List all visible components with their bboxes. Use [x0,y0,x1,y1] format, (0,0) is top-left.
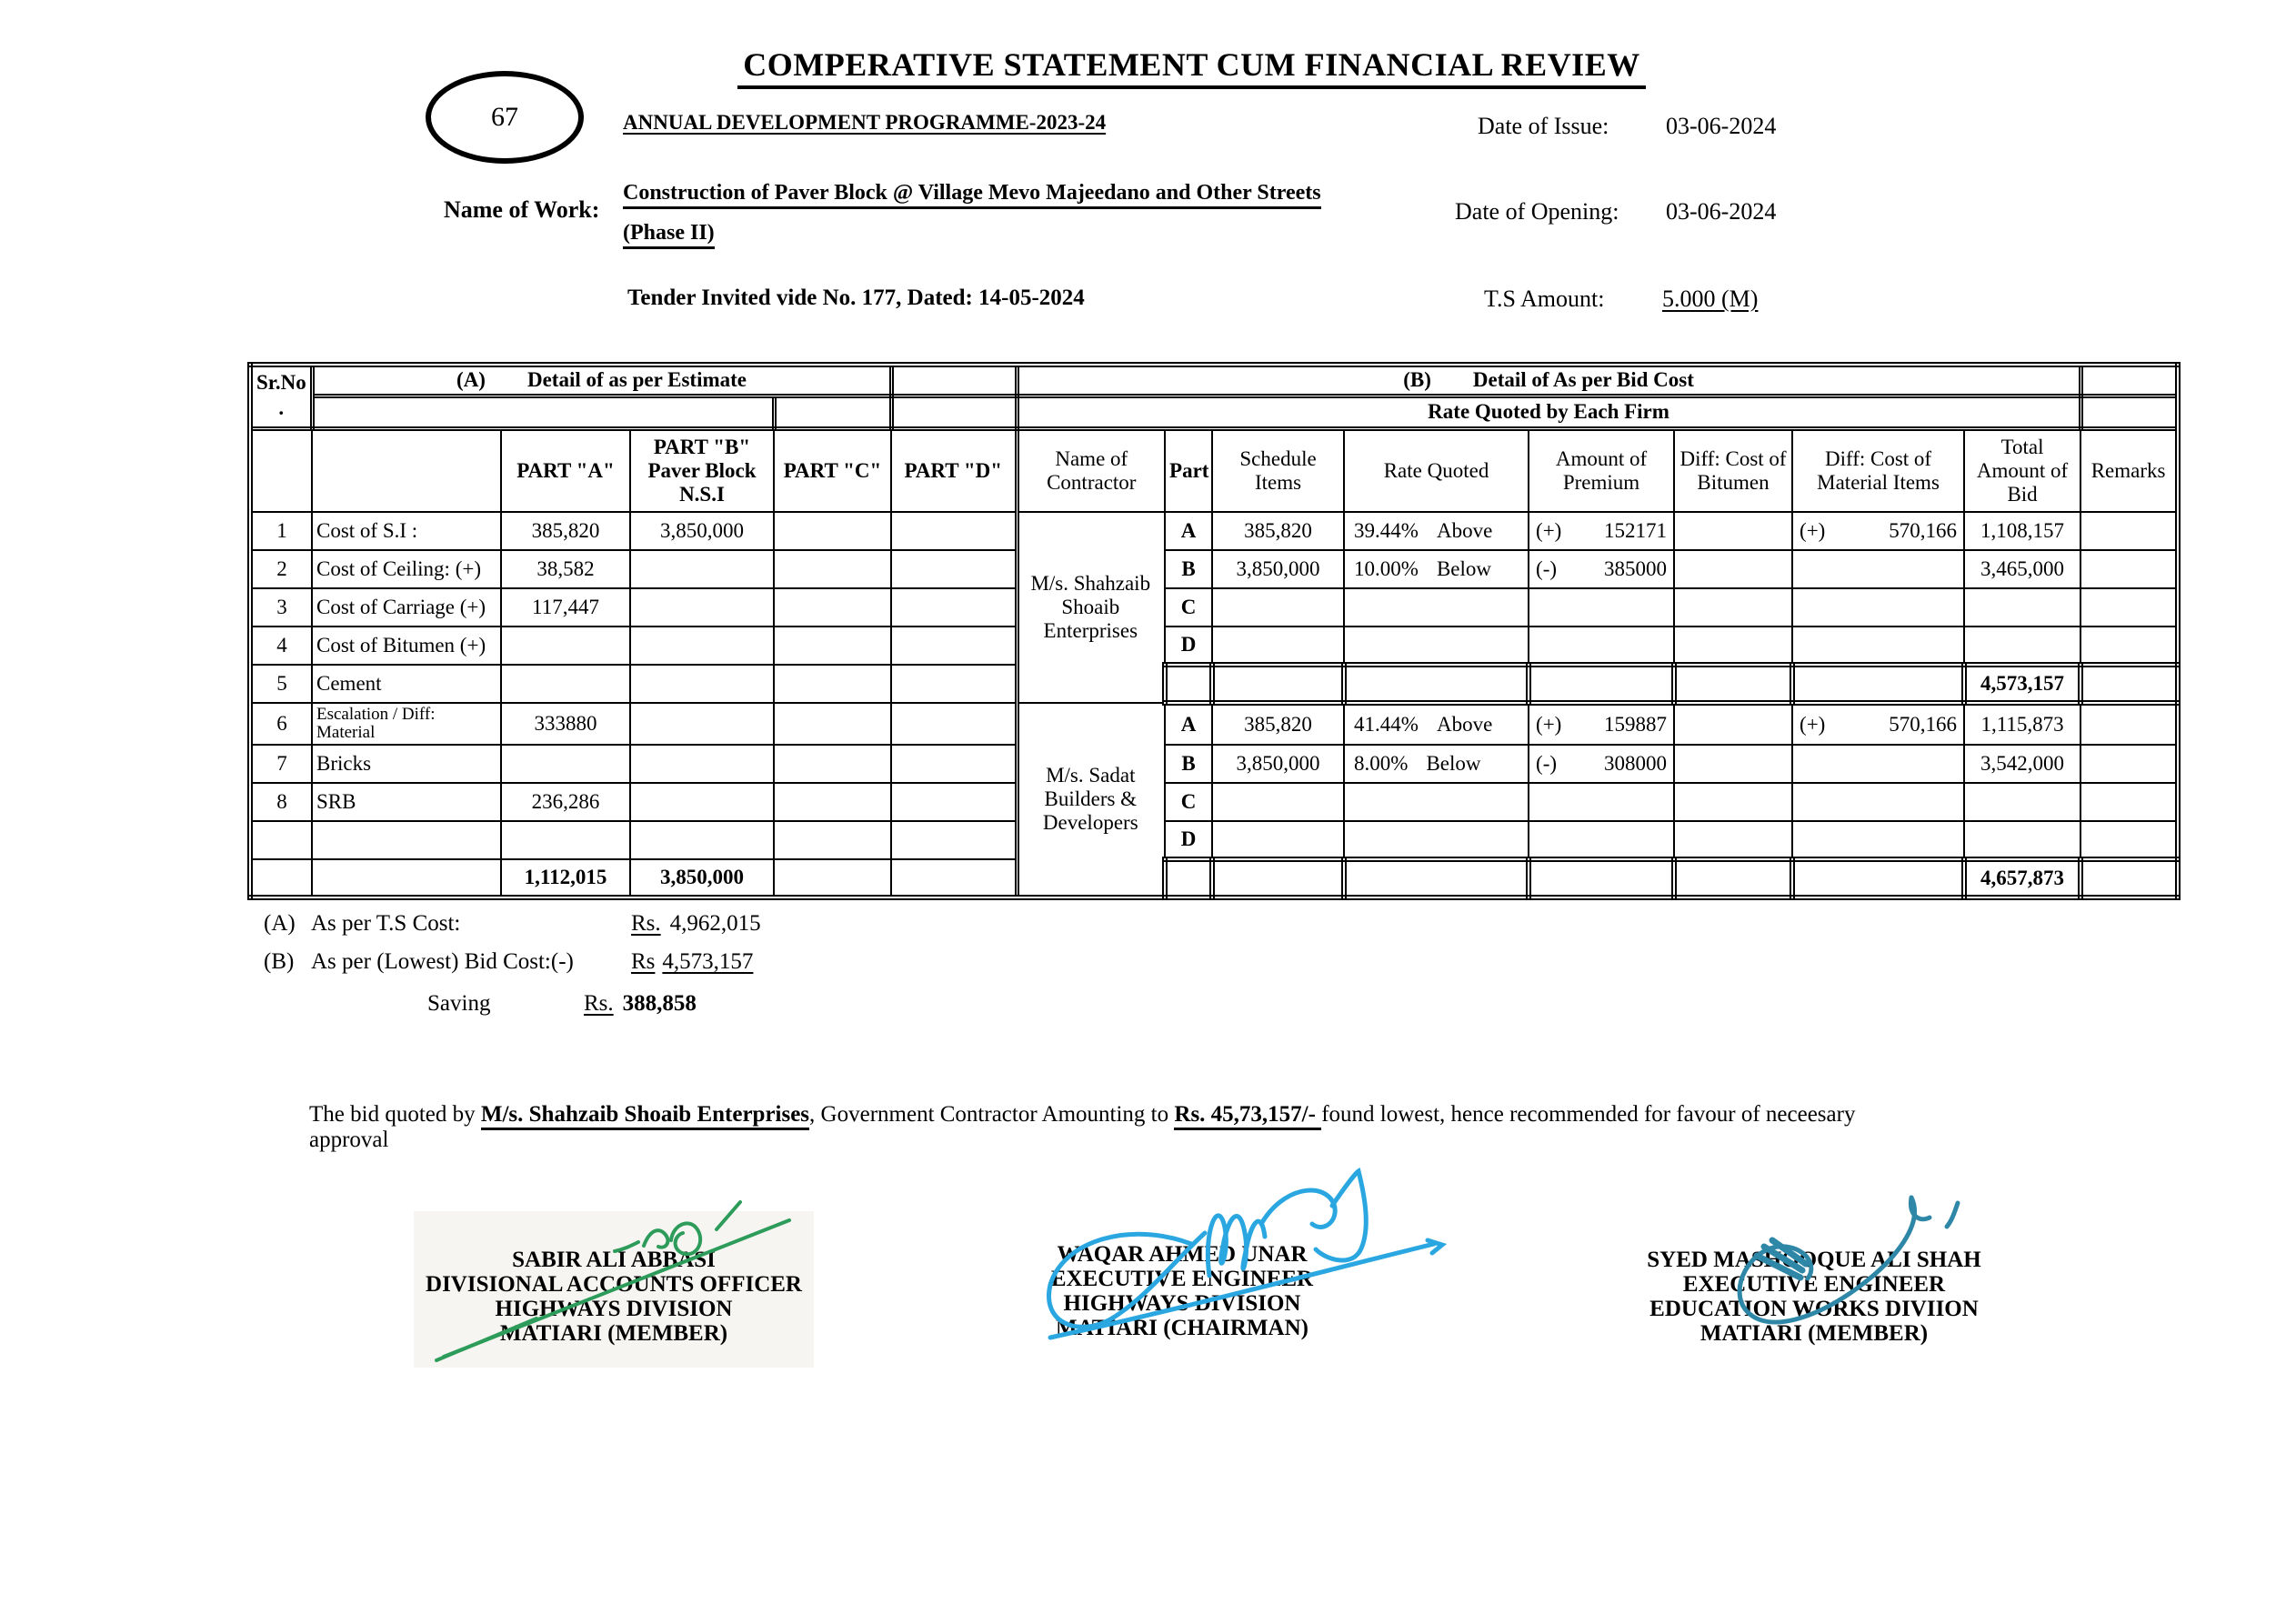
col-header-rate: Rate Quoted [1344,428,1529,512]
material-cell [1792,783,1964,821]
schedule-cell: 3,850,000 [1212,550,1344,588]
estimate-d-cell [891,859,1017,897]
premium-cell [1529,512,1674,550]
subtotal-rate-cell [1344,665,1529,703]
estimate-c-cell [774,665,891,703]
estimate-b-cell [630,627,774,665]
recommendation-line: The bid quoted by M/s. Shahzaib Shoaib Enterprises, Government Contractor Amounting to Rs. 45,73,157/- found lowest, hence recommended for favour of neceesary approval [309,1102,1856,1152]
grand-bitumen-cell [1674,859,1792,897]
col-header-part-b: PART "B" Paver Block N.S.I [630,428,774,512]
tender-line: Tender Invited vide No. 177, Dated: 14-05-2024 [627,286,1085,310]
schedule-cell: 385,820 [1212,512,1344,550]
col-header-contractor: Name of Contractor [1017,428,1165,512]
total-cell: 1,108,157 [1964,512,2080,550]
part-letter-cell: D [1165,821,1212,859]
estimate-a-cell: 385,820 [501,512,630,550]
premium-cell [1529,550,1674,588]
rate-dir: Above [1436,519,1493,542]
desc-cell: Cost of S.I : [312,512,501,550]
sr-cell: 8 [250,783,312,821]
premium-cell [1529,821,1674,859]
estimate-a-cell [501,665,630,703]
remarks-cell [2080,703,2178,745]
premium-cell [1529,783,1674,821]
part-letter-cell: A [1165,703,1212,745]
col-header-total: Total Amount of Bid [1964,428,2080,512]
estimate-a-cell [501,745,630,783]
total-cell [1964,821,2080,859]
schedule-cell: 385,820 [1212,703,1344,745]
bid-cost-value: 4,573,157 [662,949,754,974]
bitumen-cell [1674,588,1792,627]
estimate-a-cell: 333880 [501,703,630,745]
material-cell [1792,821,1964,859]
value: 385000 [1604,557,1668,580]
estimate-b-cell [630,588,774,627]
signatory-division: HIGHWAYS DIVISION [1063,1291,1301,1316]
sign: (+) [1536,713,1562,736]
estimate-c-cell [774,512,891,550]
material-cell [1792,627,1964,665]
bitumen-cell [1674,512,1792,550]
rate-dir: Below [1436,557,1492,580]
grand-remarks-cell [2080,859,2178,897]
signatory-role: MATIARI (CHAIRMAN) [1056,1316,1308,1340]
rate-cell [1344,783,1529,821]
table-header-row-3 [250,428,2178,512]
material-cell [1792,588,1964,627]
programme-heading: ANNUAL DEVELOPMENT PROGRAMME-2023-24 [623,111,1107,134]
ts-amount-value: 5.000 (M) [1662,286,1759,312]
desc-cell [312,821,501,859]
estimate-d-cell [891,665,1017,703]
comparative-table [247,362,2181,900]
table-row [250,550,2178,588]
remarks-cell [2080,627,2178,665]
part-letter-cell: D [1165,627,1212,665]
part-letter-cell: B [1165,550,1212,588]
desc-cell: Bricks [312,745,501,783]
value: 570,166 [1889,519,1958,542]
estimate-d-cell [891,550,1017,588]
material-cell [1792,703,1964,745]
rate-cell [1344,588,1529,627]
signatory-title: DIVISIONAL ACCOUNTS OFFICER [426,1272,802,1297]
estimate-b-cell: 3,850,000 [630,512,774,550]
name-of-work-line1: Construction of Paver Block @ Village Mevo Majeedano and Other Streets [623,173,1359,213]
sr-cell: 6 [250,703,312,745]
recommended-amount: Rs. 45,73,157/- [1174,1102,1321,1130]
remarks-cell [2080,550,2178,588]
bitumen-cell [1674,703,1792,745]
table-header-row-1 [250,365,2178,396]
signatory-name: WAQAR AHMED UNAR [1057,1242,1308,1267]
summary-line-b: (B) As per (Lowest) Bid Cost:(-) Rs 4,573,157 [264,949,754,974]
bitumen-cell [1674,627,1792,665]
rate-cell [1344,821,1529,859]
rate-pct: 10.00% [1354,557,1419,580]
sign: (+) [1536,519,1562,542]
bitumen-cell [1674,550,1792,588]
sign: (-) [1536,752,1558,775]
total-cell [1964,783,2080,821]
bitumen-cell [1674,821,1792,859]
table-row [250,703,2178,745]
desc-cell: Escalation / Diff: Material [312,703,501,745]
rate-cell [1344,703,1529,745]
part-letter-cell: C [1165,588,1212,627]
estimate-d-cell [891,512,1017,550]
subtotal-total-cell: 4,573,157 [1964,665,2080,703]
col-header-part: Part [1165,428,1212,512]
grand-material-cell [1792,859,1964,897]
signatory-role: MATIARI (MEMBER) [1699,1321,1929,1346]
table-row [250,512,2178,550]
estimate-c-cell [774,745,891,783]
sr-cell: 3 [250,588,312,627]
empty-header-cell [2080,396,2178,428]
contractor-2-cell: M/s. Sadat Builders & Developers [1017,703,1165,897]
sign: (-) [1536,557,1558,580]
subtotal-premium-cell [1529,665,1674,703]
col-header-part-c: PART "C" [774,428,891,512]
material-cell [1792,512,1964,550]
desc-cell: Cost of Carriage (+) [312,588,501,627]
desc-cell: Cost of Bitumen (+) [312,627,501,665]
remarks-cell [2080,745,2178,783]
estimate-a-cell [501,627,630,665]
bitumen-cell [1674,783,1792,821]
signatory-division: EDUCATION WORKS DIVIION [1649,1297,1979,1321]
subtotal-schedule-cell [1212,665,1344,703]
grand-total-cell: 4,657,873 [1964,859,2080,897]
name-of-work-label: Name of Work: [444,196,600,223]
subtotal-material-cell [1792,665,1964,703]
col-header-schedule: Schedule Items [1212,428,1344,512]
recommended-contractor: M/s. Shahzaib Shoaib Enterprises [481,1102,809,1130]
estimate-c-cell [774,821,891,859]
signatory-division: HIGHWAYS DIVISION [495,1297,733,1321]
estimate-b-cell [630,703,774,745]
signatory-role: MATIARI (MEMBER) [499,1321,728,1346]
grand-part-cell [1165,859,1212,897]
estimate-b-cell [630,665,774,703]
empty-header-cell [891,396,1017,428]
ts-amount-label: T.S Amount: [1484,286,1605,312]
table-row [250,665,2178,703]
estimate-d-cell [891,703,1017,745]
remarks-cell [2080,512,2178,550]
rate-pct: 8.00% [1354,752,1409,775]
summary-line-a: (A) As per T.S Cost: Rs. 4,962,015 [264,911,761,936]
estimate-d-cell [891,783,1017,821]
empty-header-cell [312,428,501,512]
rate-cell [1344,627,1529,665]
col-header-part-a: PART "A" [501,428,630,512]
rate-pct: 41.44% [1354,713,1419,736]
desc-cell: Cement [312,665,501,703]
value: 308000 [1604,752,1668,775]
grand-rate-cell [1344,859,1529,897]
schedule-cell [1212,783,1344,821]
sr-cell: 1 [250,512,312,550]
estimate-a-cell: 117,447 [501,588,630,627]
col-header-bitumen: Diff: Cost of Bitumen [1674,428,1792,512]
total-cell: 3,542,000 [1964,745,2080,783]
premium-cell [1529,627,1674,665]
schedule-cell [1212,588,1344,627]
name-of-work-line2: (Phase II) [623,213,1359,253]
estimate-b-total-cell: 3,850,000 [630,859,774,897]
estimate-c-cell [774,550,891,588]
estimate-b-cell [630,783,774,821]
estimate-a-cell: 38,582 [501,550,630,588]
empty-header-cell [774,396,891,428]
estimate-c-cell [774,588,891,627]
date-of-issue-label: Date of Issue: [1478,113,1609,139]
sign: (+) [1800,519,1826,542]
total-cell: 1,115,873 [1964,703,2080,745]
page-number: 67 [491,102,518,132]
empty-header-cell [250,428,312,512]
signatory-name: SYED MASHOOQUE ALI SHAH [1647,1248,1981,1272]
rate-dir: Below [1426,752,1481,775]
rate-quoted-header: Rate Quoted by Each Firm [1017,396,2080,428]
premium-cell [1529,588,1674,627]
material-cell [1792,745,1964,783]
table-header-row-2 [250,396,2178,428]
schedule-cell [1212,821,1344,859]
material-cell [1792,550,1964,588]
summary-line-saving: Saving Rs. 388,858 [427,991,697,1016]
col-header-remarks: Remarks [2080,428,2178,512]
empty-header-cell [891,365,1017,396]
signatory-title: EXECUTIVE ENGINEER [1050,1267,1314,1291]
signatory-name: SABIR ALI ABBASI [512,1248,716,1272]
schedule-cell: 3,850,000 [1212,745,1344,783]
part-letter-cell: B [1165,745,1212,783]
estimate-b-cell [630,821,774,859]
desc-cell: Cost of Ceiling: (+) [312,550,501,588]
subtotal-bitumen-cell [1674,665,1792,703]
remarks-cell [2080,821,2178,859]
table-row [250,627,2178,665]
header-sr-no: Sr.No . [250,365,312,428]
total-cell [1964,588,2080,627]
estimate-c-cell [774,703,891,745]
signatory-member-1 [400,1248,827,1346]
table-row [250,783,2178,821]
bitumen-cell [1674,745,1792,783]
schedule-cell [1212,627,1344,665]
section-b-header: (B) Detail of As per Bid Cost [1017,365,2080,396]
sr-cell: 2 [250,550,312,588]
estimate-c-cell [774,627,891,665]
estimate-a-cell [501,821,630,859]
part-letter-cell: A [1165,512,1212,550]
table-row [250,745,2178,783]
subtotal-remarks-cell [2080,665,2178,703]
total-cell [1964,627,2080,665]
signatory-chairman [982,1242,1382,1340]
empty-header-cell [312,396,774,428]
table-total-row [250,859,2178,897]
rate-cell [1344,512,1529,550]
total-cell: 3,465,000 [1964,550,2080,588]
estimate-d-cell [891,745,1017,783]
col-header-part-d: PART "D" [891,428,1017,512]
grand-schedule-cell [1212,859,1344,897]
empty-header-cell [2080,365,2178,396]
estimate-b-cell [630,550,774,588]
page-number-circle [426,71,584,164]
col-header-premium: Amount of Premium [1529,428,1674,512]
col-header-material: Diff: Cost of Material Items [1792,428,1964,512]
estimate-a-total-cell: 1,112,015 [501,859,630,897]
ts-cost-value: 4,962,015 [669,911,761,936]
sr-cell: 7 [250,745,312,783]
signatory-title: EXECUTIVE ENGINEER [1682,1272,1946,1297]
date-of-opening-label: Date of Opening: [1455,198,1619,225]
sign: (+) [1800,713,1826,736]
rate-dir: Above [1436,713,1493,736]
estimate-c-cell [774,859,891,897]
table-row [250,821,2178,859]
name-of-work [623,173,1359,253]
page-title: COMPERATIVE STATEMENT CUM FINANCIAL REVIEW [44,45,2296,84]
estimate-d-cell [891,588,1017,627]
sr-cell [250,859,312,897]
date-of-issue-value: 03-06-2024 [1666,113,1777,139]
part-letter-cell: C [1165,783,1212,821]
section-a-header: (A) Detail of as per Estimate [312,365,891,396]
premium-cell [1529,745,1674,783]
contractor-1-cell: M/s. Shahzaib Shoaib Enterprises [1017,512,1165,703]
value: 570,166 [1889,713,1958,736]
table-row [250,588,2178,627]
desc-cell: SRB [312,783,501,821]
estimate-a-cell: 236,286 [501,783,630,821]
desc-cell [312,859,501,897]
rate-cell [1344,745,1529,783]
estimate-d-cell [891,821,1017,859]
rate-pct: 39.44% [1354,519,1419,542]
estimate-c-cell [774,783,891,821]
premium-cell [1529,703,1674,745]
sr-cell: 4 [250,627,312,665]
estimate-d-cell [891,627,1017,665]
signatory-member-2 [1596,1248,2032,1346]
estimate-b-cell [630,745,774,783]
rate-cell [1344,550,1529,588]
sr-cell [250,821,312,859]
value: 152171 [1604,519,1668,542]
saving-value: 388,858 [622,991,697,1016]
sr-cell: 5 [250,665,312,703]
remarks-cell [2080,783,2178,821]
subtotal-part-cell [1165,665,1212,703]
date-of-opening-value: 03-06-2024 [1666,198,1777,225]
grand-premium-cell [1529,859,1674,897]
value: 159887 [1604,713,1668,736]
remarks-cell [2080,588,2178,627]
